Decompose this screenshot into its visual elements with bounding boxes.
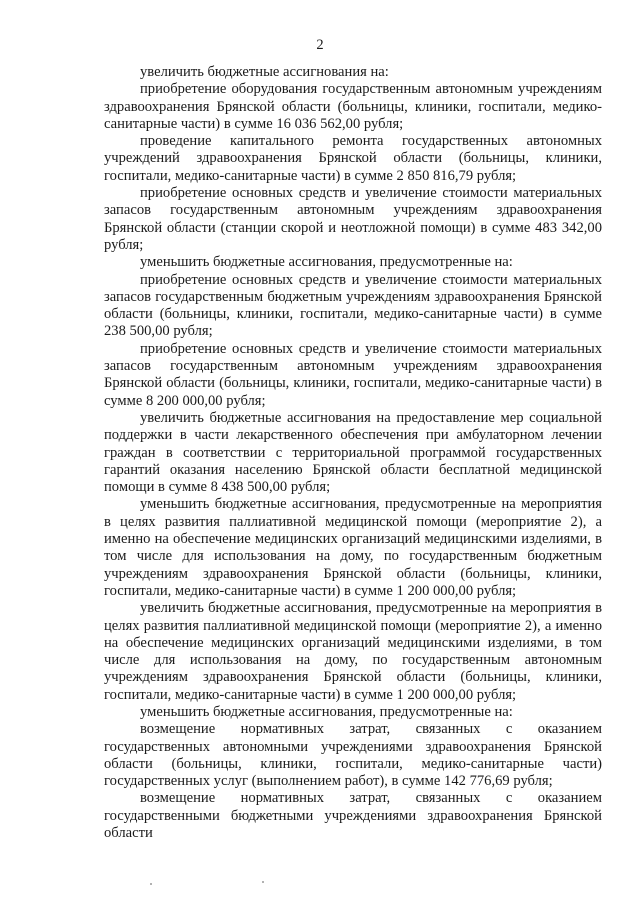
paragraph: приобретение основных средств и увеличение стоимости материальных запасов государственным автономным учреждениям здравоохранения Брянской области (станции скорой и неотложной помощи) в сумме 483 342,00 рубля; xyxy=(104,185,602,253)
page-number: 2 xyxy=(316,37,324,53)
paragraph: приобретение основных средств и увеличение стоимости материальных запасов государственным автономным учреждениям здравоохранения Брянской области (больницы, клиники, госпитали, медико-санитарные части) в сумме 8 200 000,00 рубля; xyxy=(104,340,602,409)
scan-speck xyxy=(262,881,264,883)
paragraph: возмещение нормативных затрат, связанных с оказанием государственными бюджетными учреждениями здравоохранения Брянской области xyxy=(104,790,602,842)
paragraph: увеличить бюджетные ассигнования на: xyxy=(140,64,389,80)
paragraph: уменьшить бюджетные ассигнования, предусмотренные на мероприятия в целях развития паллиативной медицинской помощи (мероприятие 2), а именно на обеспечение медицинских организаций медицинскими изделиями, в том числе для использования на дому, по государственным бюджетным учреждениям здравоохранения Брянской области (больницы, клиники, госпитали, медико-санитарные части) в сумме 1 200 000,00 рубля; xyxy=(104,496,602,599)
scan-speck xyxy=(150,883,152,885)
document-body xyxy=(104,64,602,842)
paragraph: проведение капитального ремонта государственных автономных учреждений здравоохранения Брянской области (больницы, клиники, госпитали, медико-санитарные части) в сумме 2 850 816,79 рубля; xyxy=(104,133,602,184)
paragraph: увеличить бюджетные ассигнования, предусмотренные на мероприятия в целях развития паллиативной медицинской помощи (мероприятие 2), а именно на обеспечение медицинских организаций медицинскими изделиями, в том числе для использования на дому, по государственным автономным учреждениям здравоохранения Брянской области (больницы, клиники, госпитали, медико-санитарные части) в сумме 1 200 000,00 рубля; xyxy=(104,600,602,703)
paragraph: увеличить бюджетные ассигнования на предоставление мер социальной поддержки в части лекарственного обеспечения при амбулаторном лечении граждан в соответствии с территориальной программой государственных гарантий оказания населению Брянской области бесплатной медицинской помощи в сумме 8 438 500,00 рубля; xyxy=(104,409,602,496)
paragraph: уменьшить бюджетные ассигнования, предусмотренные на: xyxy=(140,703,513,720)
paragraph: уменьшить бюджетные ассигнования, предусмотренные на: xyxy=(140,254,513,271)
paragraph: приобретение оборудования государственным автономным учреждениям здравоохранения Брянской области (больницы, клиники, госпитали, медико-санитарные части) в сумме 16 036 562,00 рубля; xyxy=(104,81,602,132)
paragraph: возмещение нормативных затрат, связанных с оказанием государственных автономными учреждениями здравоохранения Брянской области (больницы, клиники, госпитали, медико-санитарные части) государственных услуг (выполнением работ), в сумме 142 776,69 рубля; xyxy=(104,721,602,790)
paragraph: приобретение основных средств и увеличение стоимости материальных запасов государственным бюджетным учреждениям здравоохранения Брянской области (больницы, клиники, госпитали, медико-санитарные части) в сумме 238 500,00 рубля; xyxy=(104,271,602,340)
